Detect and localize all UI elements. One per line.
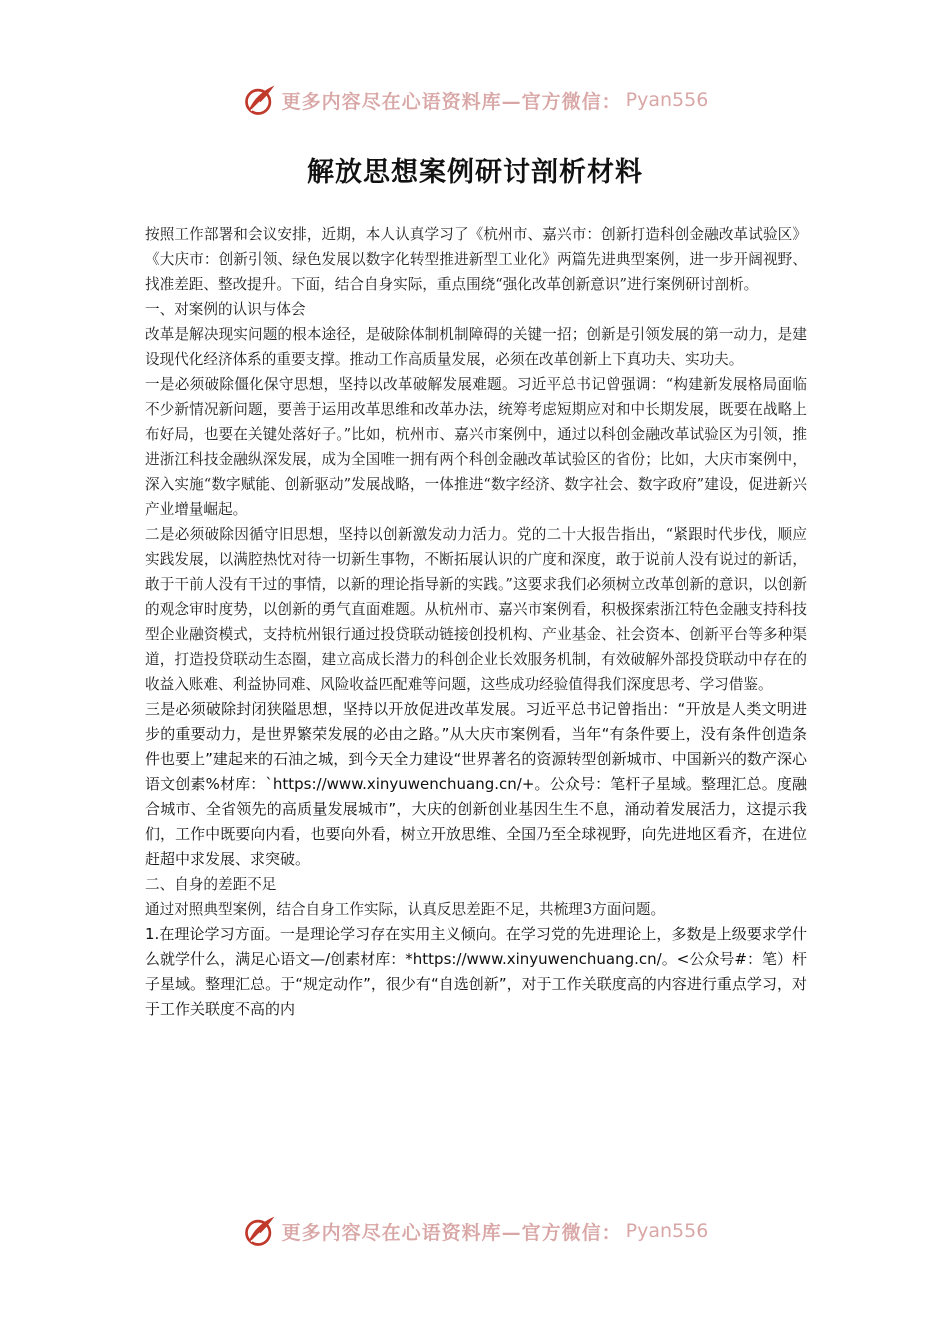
paragraph-reform: 改革是解决现实问题的根本途径，是破除体制机制障碍的关键一招；创新是引领发展的第一动力，是建设现代化经济体系的重要支撑。推动工作高质量发展，必须在改革创新上下真功夫、实功夫。: [145, 326, 807, 368]
section-heading-1: 一、对案例的认识与体会: [145, 301, 306, 318]
document-body: [145, 222, 807, 1022]
banner-wechat-id: Pyan556: [625, 1220, 709, 1242]
banner-wechat-id: Pyan556: [625, 89, 709, 111]
document-title: 解放思想案例研讨剖析材料: [307, 157, 643, 188]
quill-logo-icon: [242, 1213, 278, 1249]
paragraph-point-1: 一是必须破除僵化保守思想，坚持以改革破解发展难题。习近平总书记曾强调：“构建新发展格局面临不少新情况新问题，要善于运用改革思维和改革办法，统筹考虑短期应对和中长期发展，既要在战略上布好局，也要在关键处落好子。”比如，杭州市、嘉兴市案例中，通过以科创金融改革试验区为引领，推进浙江科技金融纵深发展，成为全国唯一拥有两个科创金融改革试验区的省份；比如，大庆市案例中，深入实施“数字赋能、创新驱动”发展战略，一体推进“数字经济、数字社会、数字政府”建设，促进新兴产业增量崛起。: [145, 376, 807, 518]
paragraph-intro: 按照工作部署和会议安排，近期，本人认真学习了《杭州市、嘉兴市：创新打造科创金融改革试验区》《大庆市：创新引领、绿色发展以数字化转型推进新型工业化》两篇先进典型案例，进一步开阔视野、找准差距、整改提升。下面，结合自身实际，重点围绕“强化改革创新意识”进行案例研讨剖析。: [145, 226, 807, 293]
banner-text: 更多内容尽在心语资料库—官方微信：: [281, 90, 622, 113]
footer-banner: [0, 1209, 950, 1253]
quill-logo-icon: [242, 82, 278, 118]
section-heading-2: 二、自身的差距不足: [145, 876, 277, 893]
paragraph-theory-study: 1.在理论学习方面。一是理论学习存在实用主义倾向。在学习党的先进理论上，多数是上级要求学什么就学什么，满足心语文—/创素材库：*https://www.xinyuwenchuang.cn/。<公众号#：笔）杆子星域。整理汇总。于“规定动作”，很少有“自选创新”，对于工作关联度高的内容进行重点学习，对于工作关联度不高的内: [145, 925, 807, 1018]
paragraph-point-3: 三是必须破除封闭狭隘思想，坚持以开放促进改革发展。习近平总书记曾指出：“开放是人类文明进步的重要动力，是世界繁荣发展的必由之路。”从大庆市案例看，当年“有条件要上，没有条件创造条件也要上”建起来的石油之城，到今天全力建设“世界著名的资源转型创新城市、中国新兴的数产深心语文创素%材库：`https://www.xinyuwenchuang.cn/+。公众号：笔杆子星域。整理汇总。度融合城市、全省领先的高质量发展城市”，大庆的创新创业基因生生不息，涌动着发展活力，这提示我们，工作中既要向内看，也要向外看，树立开放思维、全国乃至全球视野，向先进地区看齐，在进位赶超中求发展、求突破。: [145, 700, 807, 868]
header-banner: [0, 78, 950, 122]
paragraph-point-2: 二是必须破除因循守旧思想，坚持以创新激发动力活力。党的二十大报告指出，“紧跟时代步伐，顺应实践发展，以满腔热忱对待一切新生事物，不断拓展认识的广度和深度，敢于说前人没有说过的新话，敢于干前人没有干过的事情，以新的理论指导新的实践。”这要求我们必须树立改革创新的意识，以创新的观念审时度势，以创新的勇气直面难题。从杭州市、嘉兴市案例看，积极探索浙江特色金融支持科技型企业融资模式，支持杭州银行通过投贷联动链接创投机构、产业基金、社会资本、创新平台等多种渠道，打造投贷联动生态圈，建立高成长潜力的科创企业长效服务机制，有效破解外部投贷联动中存在的收益入账难、利益协同难、风险收益匹配难等问题，这些成功经验值得我们深度思考、学习借鉴。: [145, 526, 807, 693]
banner-text: 更多内容尽在心语资料库—官方微信：: [281, 1221, 622, 1244]
paragraph-gap-intro: 通过对照典型案例，结合自身工作实际，认真反思差距不足，共梳理3方面问题。: [145, 901, 666, 918]
